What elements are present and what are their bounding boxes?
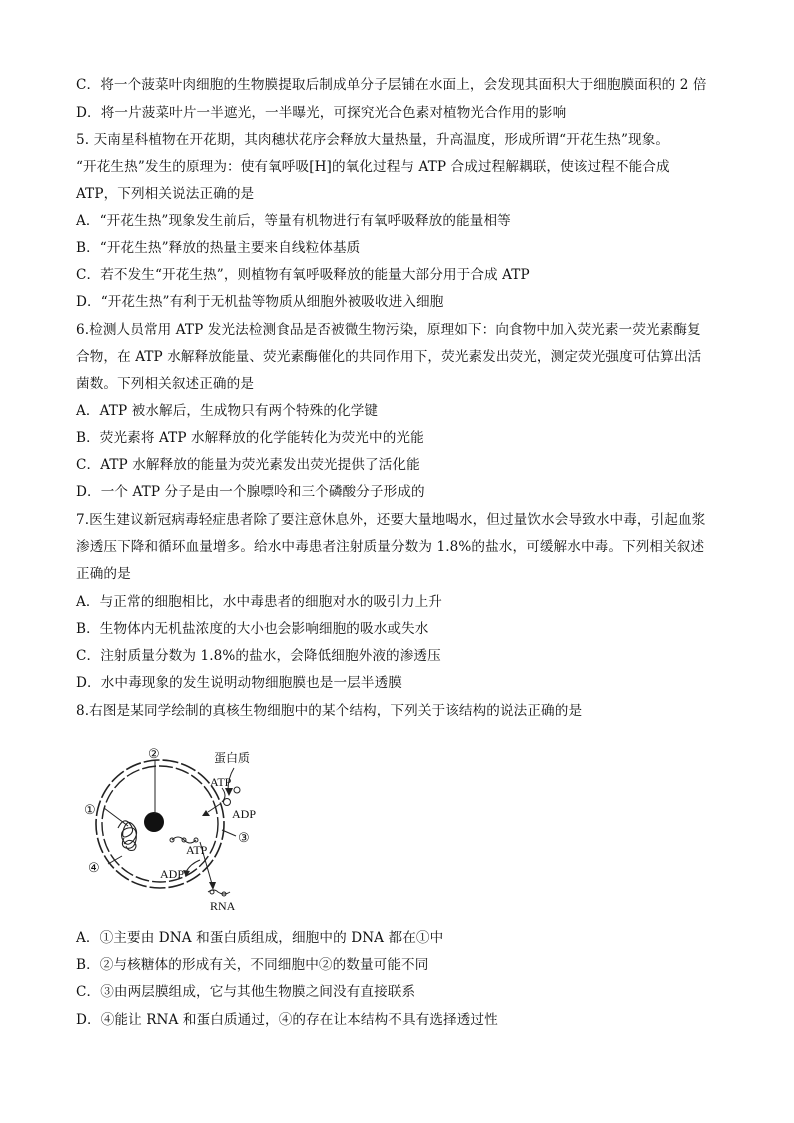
question-7-stem: 正确的是 — [76, 566, 131, 582]
question-8-stem: 8.右图是某同学绘制的真核生物细胞中的某个结构，下列关于该结构的说法正确的是 — [76, 703, 583, 719]
option-4d: D．将一片菠菜叶片一半遮光，一半曝光，可探究光合色素对植物光合作用的影响 — [76, 105, 567, 121]
option-6d: D．一个 ATP 分子是由一个腺嘌呤和三个磷酸分子形成的 — [76, 484, 425, 500]
option-7d: D．水中毒现象的发生说明动物细胞膜也是一层半透膜 — [76, 675, 402, 691]
question-5-stem: ATP，下列相关说法正确的是 — [76, 186, 255, 202]
option-7b: B．生物体内无机盐浓度的大小也会影响细胞的吸水或失水 — [76, 621, 429, 637]
option-7a: A．与正常的细胞相比，水中毒患者的细胞对水的吸引力上升 — [76, 594, 442, 610]
label-atp-top: ATP — [210, 775, 232, 789]
question-6-stem: 菌数。下列相关叙述正确的是 — [76, 376, 255, 392]
option-6b: B．荧光素将 ATP 水解释放的化学能转化为荧光中的光能 — [76, 430, 424, 446]
option-5b: B．“开花生热”释放的热量主要来自线粒体基质 — [76, 240, 361, 256]
question-6-stem: 6.检测人员常用 ATP 发光法检测食品是否被微生物污染，原理如下：向食物中加入荧光素一荧光素酶复 — [76, 322, 701, 338]
nucleolus-mark — [144, 812, 164, 832]
question-7-stem: 渗透压下降和循环血量增多。给水中毒患者注射质量分数为 1.8%的盐水，可缓解水中毒。下列相关叙述 — [76, 539, 705, 555]
label-marker-2: ② — [148, 746, 160, 761]
option-8a: A．①主要由 DNA 和蛋白质组成，细胞中的 DNA 都在①中 — [76, 930, 444, 946]
question-5-stem: “开花生热”发生的原理为：使有氧呼吸[H]的氧化过程与 ATP 合成过程解耦联，使该过程不能合成 — [76, 159, 670, 175]
option-6c: C．ATP 水解释放的能量为荧光素发出荧光提供了活化能 — [76, 457, 420, 473]
option-5c: C．若不发生“开花生热”，则植物有氧呼吸释放的能量大部分用于合成 ATP — [76, 267, 530, 283]
option-8c: C．③由两层膜组成，它与其他生物膜之间没有直接联系 — [76, 984, 416, 1000]
question-5-stem: 5. 天南星科植物在开花期，其肉穗状花序会释放大量热量，升高温度，形成所谓“开花生热”现象。 — [76, 132, 670, 148]
question-7-stem: 7.医生建议新冠病毒轻症患者除了要注意休息外，还要大量地喝水，但过量饮水会导致水中毒，引起血浆 — [76, 512, 706, 528]
label-marker-1: ① — [84, 802, 96, 817]
label-protein: 蛋白质 — [214, 751, 251, 765]
option-8d: D．④能让 RNA 和蛋白质通过，④的存在让本结构不具有选择透过性 — [76, 1012, 498, 1028]
nucleus-diagram — [82, 744, 272, 914]
label-adp-right: ADP — [232, 807, 257, 821]
option-5a: A．“开花生热”现象发生前后，等量有机物进行有氧呼吸释放的能量相等 — [76, 213, 511, 229]
option-5d: D．“开花生热”有利于无机盐等物质从细胞外被吸收进入细胞 — [76, 294, 444, 310]
option-6a: A．ATP 被水解后，生成物只有两个特殊的化学键 — [76, 403, 379, 419]
option-7c: C．注射质量分数为 1.8%的盐水，会降低细胞外液的渗透压 — [76, 648, 441, 664]
label-marker-3: ③ — [238, 830, 250, 845]
option-8b: B．②与核糖体的形成有关，不同细胞中②的数量可能不同 — [76, 957, 429, 973]
label-marker-4: ④ — [88, 860, 100, 875]
label-rna: RNA — [210, 899, 236, 913]
label-adp-bottom: ADP — [160, 867, 185, 881]
question-6-stem: 合物，在 ATP 水解释放能量、荧光素酶催化的共同作用下，荧光素发出荧光，测定荧光强度可估算出活 — [76, 349, 702, 365]
label-atp-bottom: ATP — [186, 843, 208, 857]
option-4c: C．将一个菠菜叶肉细胞的生物膜提取后制成单分子层铺在水面上，会发现其面积大于细胞膜面积的 2 倍 — [76, 77, 707, 93]
